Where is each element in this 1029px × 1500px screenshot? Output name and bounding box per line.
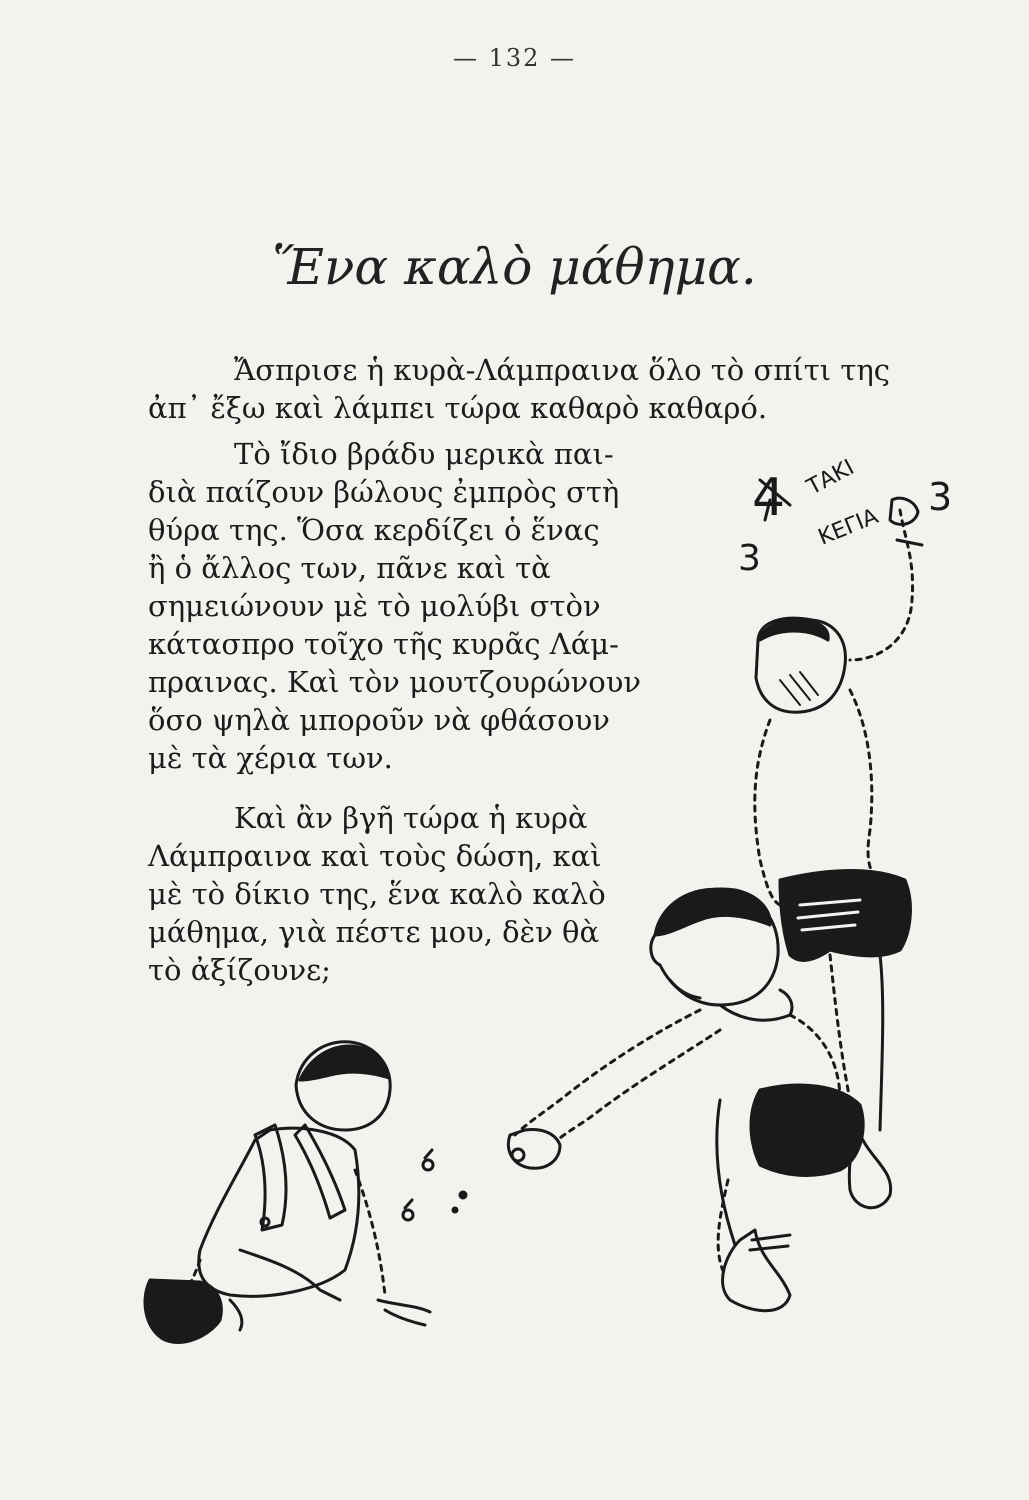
paragraph-1-line-1: Ἄσπρισε ἡ κυρὰ-Λάμπραινα ὅλο τὸ σπίτι της (234, 353, 890, 387)
paragraph-1-line-2: ἀπ᾽ ἔξω καὶ λάμπει τώρα καθαρὸ καθαρό. (148, 391, 768, 425)
paragraph-2-line-4: ἢ ὁ ἄλλος των, πᾶνε καὶ τὰ (148, 551, 551, 585)
paragraph-2-line-2: διὰ παίζουν βώλους ἐμπρὸς στὴ (148, 475, 620, 509)
paragraph-2-line-9: μὲ τὰ χέρια των. (148, 741, 393, 775)
scribble-word-1: ΤΑΚΙ (803, 455, 859, 501)
paragraph-2-line-6: κάτασπρο τοῖχο τῆς κυρᾶς Λάμ- (148, 627, 619, 661)
marbles (403, 1150, 466, 1220)
paragraph-2-line-1: Τὸ ἴδιο βράδυ μερικὰ παι- (234, 437, 614, 471)
scribble-4: 4 (752, 468, 786, 528)
scribble-3-right: 3 (928, 475, 953, 519)
paragraph-2-line-8: ὅσο ψηλὰ μποροῦν νὰ φθάσουν (148, 703, 610, 737)
paragraph-3-line-1: Καὶ ἂν βγῆ τώρα ἡ κυρὰ (234, 801, 588, 835)
paragraph-3-line-5: τὸ ἀξίζουνε; (148, 953, 331, 987)
page-number: — 132 — (452, 44, 577, 72)
paragraph-2-line-3: θύρα της. Ὅσα κερδίζει ὁ ἕνας (148, 513, 600, 547)
paragraph-3-line-3: μὲ τὸ δίκιο της, ἕνα καλὸ καλὸ (148, 877, 606, 911)
page-title: Ἕνα καλὸ μάθημα. (272, 238, 757, 296)
paragraph-2-line-7: πραινας. Καὶ τὸν μουτζουρώνουν (148, 665, 641, 699)
wall-scribbles (738, 455, 952, 579)
paragraph-3-line-2: Λάμπραινα καὶ τοὺς δώση, καὶ (148, 839, 602, 873)
scribble-word-2: ΚΕΓΙΑ (814, 504, 882, 551)
paragraph-3-line-4: μάθημα, γιὰ πέστε μου, δὲν θὰ (148, 915, 600, 949)
scribble-3-left: 3 (738, 538, 761, 579)
kneeling-boy (145, 1042, 430, 1343)
paragraph-2-line-5: σημειώνουν μὲ τὸ μολύβι στὸν (148, 589, 601, 623)
